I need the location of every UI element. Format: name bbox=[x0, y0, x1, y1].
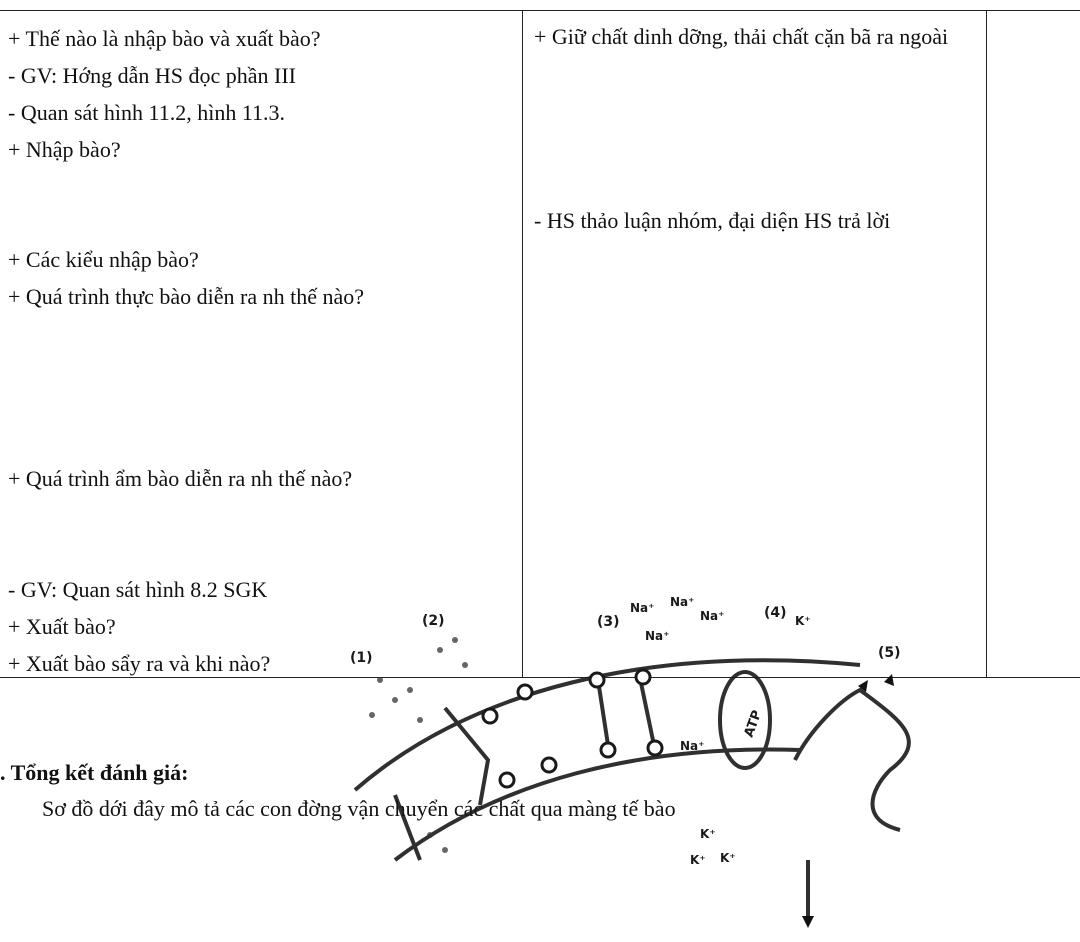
col1-line: + Các kiểu nhập bào? bbox=[8, 247, 199, 272]
col1-line: - GV: Hớng dẫn HS đọc phần III bbox=[8, 63, 296, 88]
pump-line bbox=[640, 678, 655, 750]
ion-label-na: Na⁺ bbox=[645, 629, 670, 643]
transport-bubble bbox=[518, 685, 532, 699]
particle-dot bbox=[442, 847, 448, 853]
membrane-outer-line bbox=[355, 660, 860, 790]
ion-label-k: K⁺ bbox=[795, 614, 811, 628]
col1-line: + Thế nào là nhập bào và xuất bào? bbox=[8, 26, 321, 51]
col1-line: + Nhập bào? bbox=[8, 137, 121, 162]
transport-bubble bbox=[590, 673, 604, 687]
particle-dot bbox=[427, 832, 433, 838]
section-intro: Sơ đồ dới đây mô tả các con đờng vận chuyển các chất qua màng tế bào bbox=[42, 796, 676, 821]
arrow-head-icon bbox=[802, 916, 814, 928]
vesicle-line bbox=[445, 708, 488, 805]
transport-bubble bbox=[601, 743, 615, 757]
diagram-label-1: (1) bbox=[350, 650, 373, 666]
particle-dot bbox=[392, 697, 398, 703]
particle-dot bbox=[417, 717, 423, 723]
transport-bubble bbox=[500, 773, 514, 787]
diagram-label-4: (4) bbox=[764, 605, 787, 621]
col2-line: - HS thảo luận nhóm, đại diện HS trả lời bbox=[534, 208, 891, 233]
ion-label-k: K⁺ bbox=[690, 853, 706, 867]
diagram-label-5: (5) bbox=[878, 645, 901, 661]
particle-dot bbox=[377, 677, 383, 683]
transport-bubble bbox=[483, 709, 497, 723]
atp-label: ATP bbox=[741, 708, 766, 740]
particle-dot bbox=[407, 687, 413, 693]
arrow-head-icon bbox=[884, 674, 894, 686]
secretion-pathway bbox=[795, 690, 909, 830]
col1-line: - GV: Quan sát hình 8.2 SGK bbox=[8, 577, 268, 602]
transport-bubble bbox=[648, 741, 662, 755]
ion-label-na: Na⁺ bbox=[700, 609, 725, 623]
particle-dot bbox=[369, 712, 375, 718]
ion-label-k: K⁺ bbox=[700, 827, 716, 841]
pump-line bbox=[598, 680, 608, 745]
col1-line: + Quá trình thực bào diễn ra nh thế nào? bbox=[8, 284, 365, 309]
col2-line: + Giữ chất dinh dỡng, thải chất cặn bã ra ngoài bbox=[534, 24, 949, 49]
col1-line: + Xuất bào sẩy ra và khi nào? bbox=[8, 651, 271, 676]
particle-dot bbox=[462, 662, 468, 668]
particle-dot bbox=[437, 647, 443, 653]
ion-label-na: Na⁺ bbox=[670, 595, 695, 609]
transport-bubble bbox=[542, 758, 556, 772]
ion-label-na: Na⁺ bbox=[630, 601, 655, 615]
ion-label-na: Na⁺ bbox=[680, 739, 705, 753]
ion-label-k: K⁺ bbox=[720, 851, 736, 865]
transport-bubble bbox=[636, 670, 650, 684]
diagram-label-3: (3) bbox=[597, 614, 620, 630]
col1-line: + Xuất bào? bbox=[8, 614, 116, 639]
particle-dot bbox=[452, 637, 458, 643]
col1-line: - Quan sát hình 11.2, hình 11.3. bbox=[8, 100, 286, 125]
section-heading: . Tổng kết đánh giá: bbox=[0, 760, 189, 785]
col1-line: + Quá trình ẩm bào diễn ra nh thế nào? bbox=[8, 466, 353, 491]
diagram-label-2: (2) bbox=[422, 613, 445, 629]
